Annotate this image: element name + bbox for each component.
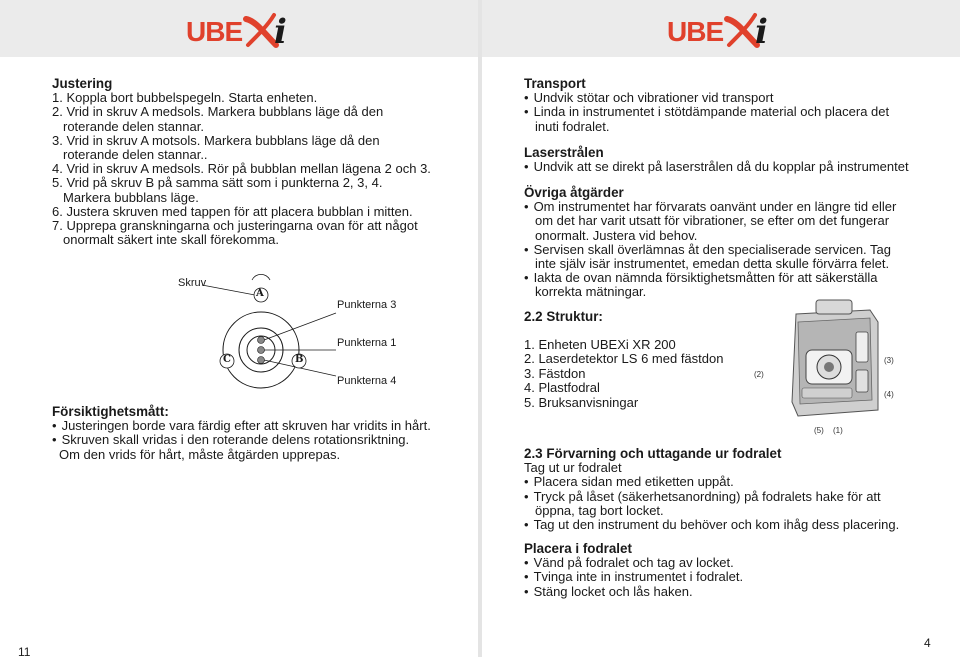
logo-i: i <box>274 12 287 52</box>
transport-cont: inuti fodralet. <box>535 118 610 134</box>
left-page <box>0 0 478 657</box>
struktur-title-block <box>524 310 603 324</box>
placera-bullet: • Tvinga inte in instrumentet i fodralet. <box>524 570 743 584</box>
justering-line: 5. Vrid på skruv B på samma sätt som i punkterna 2, 3, 4. <box>52 175 383 191</box>
placera-bullet: • Vänd på fodralet och tag av locket. <box>524 556 743 570</box>
ovriga-title: Övriga åtgärder <box>524 185 624 200</box>
forvarning-bullet: • Tag ut den instrument du behöver och kom ihåg dess placering. <box>524 518 899 532</box>
case-label-2: (2) <box>754 370 764 379</box>
diagram-label-c: C <box>223 354 231 365</box>
forvarning-title: 2.3 Förvarning och uttagande ur fodralet <box>524 446 782 461</box>
case-label-3: (3) <box>884 356 894 365</box>
forvarning-section <box>524 447 899 532</box>
justering-line: 4. Vrid in skruv A medsols. Rör på bubblan mellan lägena 2 och 3. <box>52 161 431 177</box>
page-number-left: 11 <box>18 645 31 659</box>
struktur-title: 2.2 Struktur: <box>524 309 603 324</box>
transport-section <box>524 77 889 134</box>
diagram-label-b: B <box>295 354 304 365</box>
justering-title: Justering <box>52 76 113 91</box>
ovriga-cont: korrekta mätningar. <box>535 284 647 300</box>
transport-bullet: • Undvik stötar och vibrationer vid transport <box>524 91 889 105</box>
carry-case-image <box>786 292 886 422</box>
logo-i: i <box>755 12 768 52</box>
diagram-label-a: A <box>256 288 264 299</box>
struktur-item: 5. Bruksanvisningar <box>524 394 639 410</box>
forvarning-bullet: • Placera sidan med etiketten uppåt. <box>524 475 899 489</box>
justering-line: 7. Upprepa granskningarna och justeringarna ovan för att något <box>52 218 418 234</box>
struktur-list <box>524 338 723 410</box>
ovriga-cont: inte själv isär instrumentet, emedan detta skulle förvärra felet. <box>535 256 890 272</box>
logo-text: UBE <box>186 16 243 47</box>
logo-text: UBE <box>667 16 724 47</box>
screw-diagram <box>200 268 350 398</box>
right-page <box>482 0 960 657</box>
forvarning-bullet: • Tryck på låset (säkerhetsanordning) på fodralets hake för att <box>524 490 899 504</box>
justering-section <box>52 77 431 247</box>
laser-section <box>524 146 909 174</box>
justering-line: roterande delen stannar. <box>63 118 204 134</box>
ovriga-bullet: • Om instrumentet har förvarats oanvänt under en längre tid eller <box>524 200 896 214</box>
ovriga-bullet: • Iakta de ovan nämnda försiktighetsmåtten för att säkerställa <box>524 271 896 285</box>
placera-section <box>524 542 743 599</box>
struktur-item: 4. Plastfodral <box>524 380 600 396</box>
forsiktighet-title: Försiktighetsmått: <box>52 404 169 419</box>
ovriga-cont: om det har varit utsatt för vibrationer, se efter om det fungerar <box>535 213 890 229</box>
forvarning-cont: öppna, tag bort locket. <box>535 502 664 518</box>
ovriga-cont: onormalt. Justera vid behov. <box>535 227 698 243</box>
diagram-label-p3: Punkterna 3 <box>337 299 397 311</box>
justering-line: onormalt säkert inte skall förekomma. <box>63 232 280 248</box>
struktur-item: 2. Laserdetektor LS 6 med fästdon <box>524 351 724 367</box>
placera-title: Placera i fodralet <box>524 541 632 556</box>
justering-line: roterande delen stannar.. <box>63 147 208 163</box>
forsiktighet-bullet: • Skruven skall vridas i den roterande delens rotationsriktning. <box>52 433 431 447</box>
diagram-label-p4: Punkterna 4 <box>337 375 397 387</box>
justering-line: 2. Vrid in skruv A medsols. Markera bubblans läge då den <box>52 104 384 120</box>
justering-line: 3. Vrid in skruv A motsols. Markera bubblans läge då den <box>52 132 380 148</box>
forvarning-intro: Tag ut ur fodralet <box>524 460 622 476</box>
struktur-item: 3. Fästdon <box>524 365 586 381</box>
placera-bullet: • Stäng locket och lås haken. <box>524 585 743 599</box>
justering-line: Markera bubblans läge. <box>63 189 199 205</box>
laser-bullet: • Undvik att se direkt på laserstrålen då du kopplar på instrumentet <box>524 160 909 174</box>
ovriga-section <box>524 186 896 300</box>
laser-title: Laserstrålen <box>524 145 604 160</box>
forsiktighet-bullet: • Justeringen borde vara färdig efter att skruven har vridits in hårt. <box>52 419 431 433</box>
page-number-right: 4 <box>924 636 931 650</box>
forsiktighet-cont: Om den vrids för hårt, måste åtgärden upprepas. <box>59 446 341 462</box>
case-label-4: (4) <box>884 390 894 399</box>
case-label-1: (1) <box>833 426 843 435</box>
diagram-label-skruv: Skruv <box>178 277 207 289</box>
ovriga-bullet: • Servisen skall överlämnas åt den specialiserade servicen. Tag <box>524 243 896 257</box>
struktur-item: 1. Enheten UBEXi XR 200 <box>524 337 676 352</box>
forsiktighet-section <box>52 405 431 462</box>
transport-bullet: • Linda in instrumentet i stötdämpande material och placera det <box>524 105 889 119</box>
justering-line: 1. Koppla bort bubbelspegeln. Starta enheten. <box>52 90 318 106</box>
justering-line: 6. Justera skruven med tappen för att placera bubblan i mitten. <box>52 203 413 219</box>
diagram-label-p1: Punkterna 1 <box>337 337 397 349</box>
transport-title: Transport <box>524 76 586 91</box>
case-label-5: (5) <box>814 426 824 435</box>
